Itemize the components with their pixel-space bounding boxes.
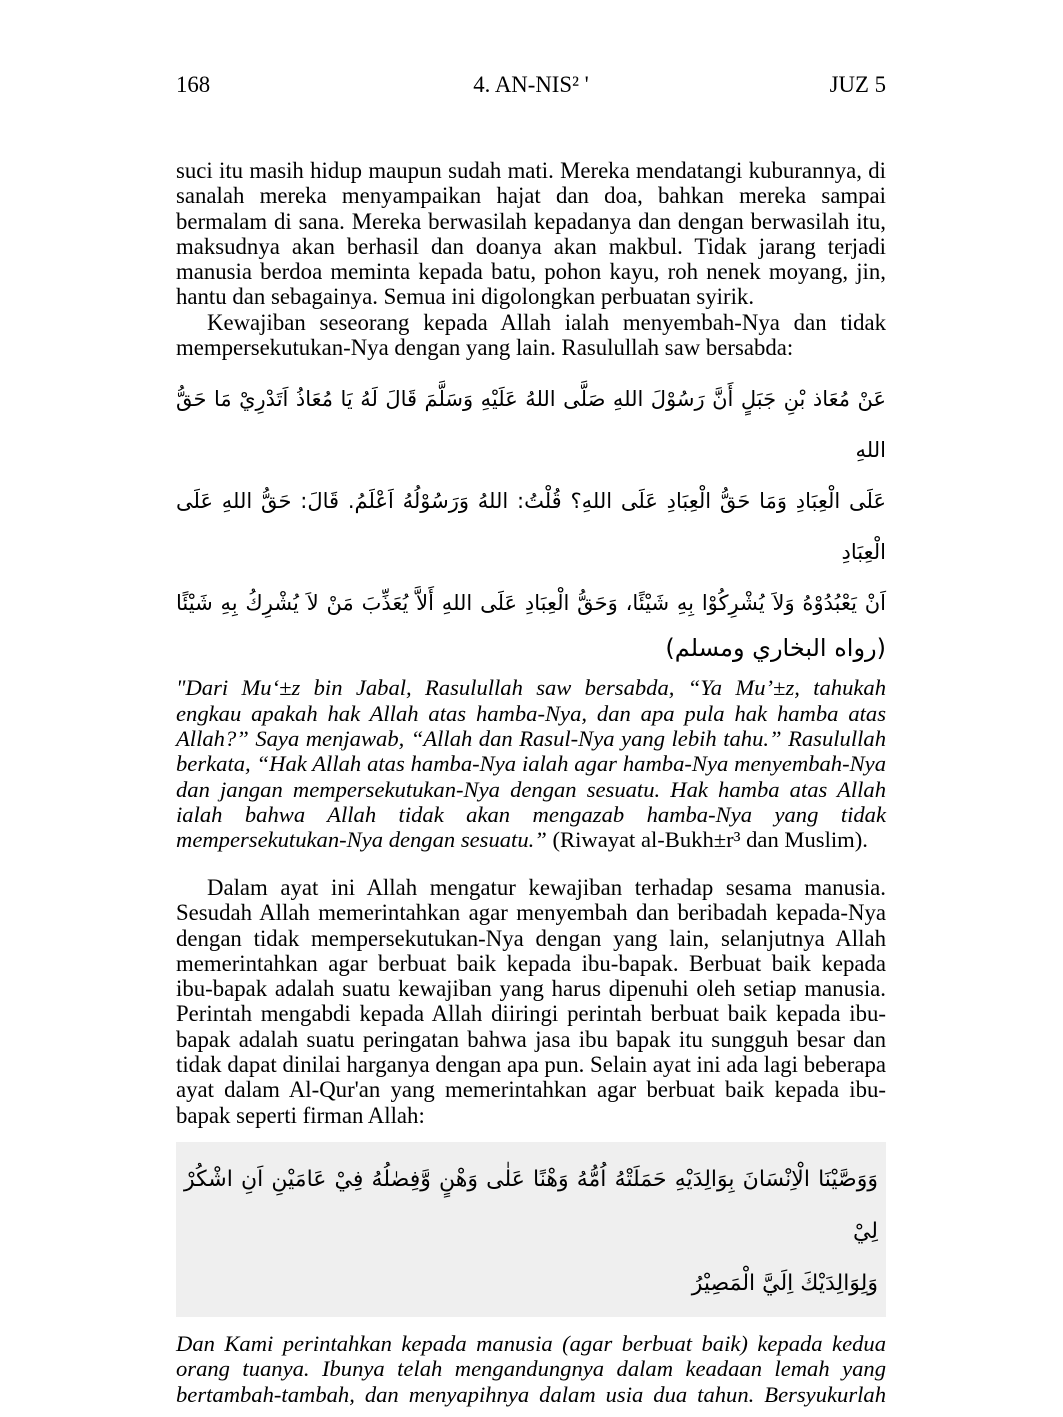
paragraph-hadith-intro: Kewajiban seseorang kepada Allah ialah menyembah-Nya dan tidak mempersekutukan-Nya dengan yang lain. Rasulullah saw bersabda:	[176, 309, 886, 361]
hadith-arabic-line-3: اَنْ يَعْبُدُوْهُ وَلاَ يُشْرِكُوْا بِهِ شَيْئًا، وَحَقُّ الْعِبَادِ عَلَى اللهِ أَلاَّ يُعَذِّبَ مَنْ لاَ يُشْرِكُ بِهِ شَيْئًا	[176, 591, 886, 616]
quran-verse-line-2: وَلِوَالِدَيْكَ اِلَيَّ الْمَصِيْرُ	[691, 1270, 878, 1296]
quran-verse-box	[176, 1142, 886, 1317]
quran-verse-line-1: وَوَصَّيْنَا الْاِنْسَانَ بِوَالِدَيْهِ حَمَلَتْهُ اُمُّهُ وَهْنًا عَلٰى وَهْنٍ وَّفِصٰلُهُ فِيْ عَامَيْنِ اَنِ اشْكُرْ لِيْ	[184, 1166, 878, 1244]
paragraph-explanation: Dalam ayat ini Allah mengatur kewajiban terhadap sesama manusia. Sesudah Allah memerintahkan agar menyembah dan beribadah kepada-Nya dengan tidak mempersekutukan-Nya dengan yang lain, selanjutnya Allah memerintahkan agar berbuat baik kepada ibu-bapak. Berbuat baik kepada ibu-bapak adalah suatu kewajiban yang harus dipenuhi oleh setiap manusia. Perintah mengabdi kepada Allah diiringi perintah berbuat baik kepada ibu-bapak adalah suatu peringatan bahwa jasa ibu bapak itu sungguh besar dan tidak dapat dinilai harganya dengan apa pun. Selain ayat ini ada lagi beberapa ayat dalam Al-Qur'an yang memerintahkan agar berbuat baik kepada ibu-bapak seperti firman Allah:	[176, 874, 886, 1128]
hadith-arabic-source: (رواه البخاري ومسلم)	[665, 634, 886, 663]
hadith-arabic-block	[176, 374, 886, 667]
chapter-title: 4. AN-NIS² '	[473, 72, 589, 97]
hadith-arabic-line-1: عَنْ مُعَاذ بْنِ جَبَلٍ أَنَّ رَسُوْلَ اللهِ صَلَّى اللهُ عَلَيْهِ وَسَلَّمَ قَالَ لَهُ يَا مُعَاذُ اَتَدْرِيْ مَا حَقُّ اللهِ	[176, 387, 886, 463]
hadith-translation	[176, 675, 886, 852]
hadith-translation-text: "Dari Mu‘±z bin Jabal, Rasulullah saw bersabda, “Ya Mu’±z, tahukah engkau apakah hak Allah atas hamba-Nya, dan apa pula hak hamba atas Allah?” Saya menjawab, “Allah dan Rasul-Nya yang lebih tahu.” Rasulullah berkata, “Hak Allah atas hamba-Nya ialah agar hamba-Nya menyembah-Nya dan jangan mempersekutukan-Nya dengan sesuatu. Hak hamba atas Allah ialah bahwa Allah tidak akan mengazab hamba-Nya yang tidak mempersekutukan-Nya dengan sesuatu.”	[176, 675, 886, 853]
hadith-arabic-line-2: عَلَى الْعِبَادِ وَمَا حَقُّ الْعِبَادِ عَلَى اللهِ؟ قُلْتُ: اللهُ وَرَسُوْلُهُ اَعْلَمُ. قَالَ: حَقُّ اللهِ عَلَى الْعِبَادِ	[176, 489, 886, 565]
verse-translation: Dan Kami perintahkan kepada manusia (agar berbuat baik) kepada kedua orang tuanya. Ibunya telah mengandungnya dalam keadaan lemah yang bertambah-tambah, dan menyapihnya dalam usia dua tahun. Bersyukurlah	[176, 1330, 886, 1407]
paragraph-continuation: suci itu masih hidup maupun sudah mati. Mereka mendatangi kuburannya, di sanalah mereka menyampaikan hajat dan doa, bahkan mereka sampai bermalam di sana. Mereka berwasilah kepadanya dan dengan berwasilah itu, maksudnya akan berhasil dan doanya akan makbul. Tidak jarang terjadi manusia berdoa meminta kepada batu, pohon kayu, roh nenek moyang, jin, hantu dan sebagainya. Semua ini digolongkan perbuatan syirik.	[176, 158, 886, 310]
text-column	[176, 158, 886, 1407]
hadith-citation: (Riwayat al-Bukh±r³ dan Muslim).	[552, 827, 868, 853]
page-number: 168	[176, 72, 211, 97]
running-header	[176, 72, 886, 97]
juz-label: JUZ 5	[829, 72, 886, 97]
